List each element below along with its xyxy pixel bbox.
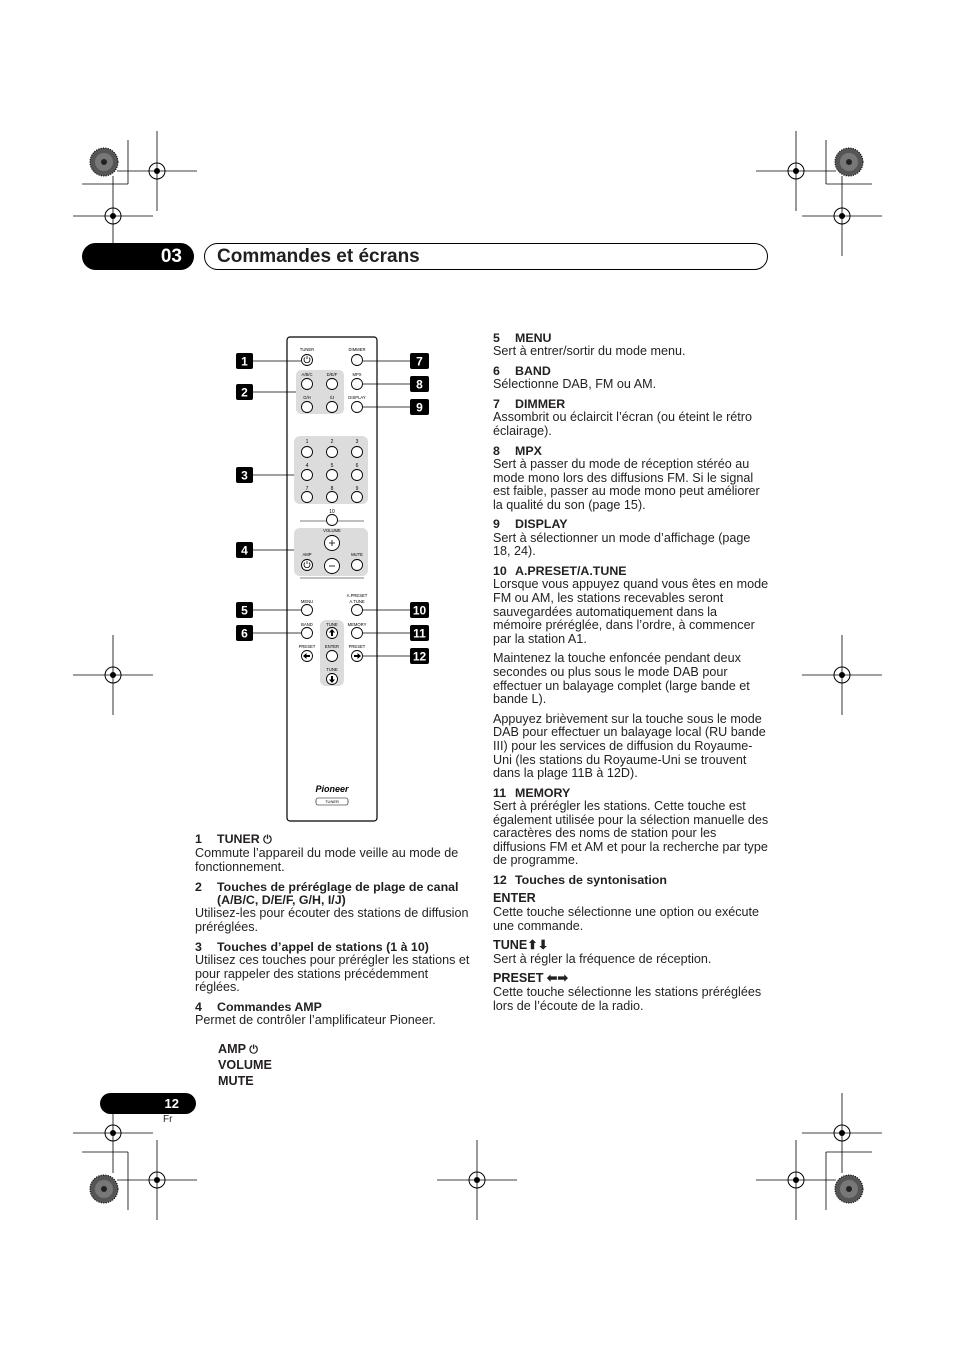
item-heading: 1 TUNER ⏻: [195, 832, 272, 846]
label-digit-5: 5: [330, 463, 334, 469]
registration-cross-icon: [756, 131, 836, 211]
chapter-number: 03: [82, 243, 194, 270]
left-column: [195, 833, 471, 1089]
digit-5-button[interactable]: [327, 470, 338, 481]
digit-3-button[interactable]: [352, 447, 363, 458]
item-body: Maintenez la touche enfoncée pendant deux secondes ou plus sous le mode DAB pour effectuer un balayage complet (large bande et bande L).: [493, 651, 750, 707]
digit-1-button[interactable]: [302, 447, 313, 458]
label-digit-2: 2: [330, 439, 334, 445]
item-body: Sélectionne DAB, FM ou AM.: [493, 377, 657, 392]
dimmer-button[interactable]: [352, 355, 363, 366]
ij-button[interactable]: [327, 402, 338, 413]
abc-button[interactable]: [302, 379, 313, 390]
band-button[interactable]: [302, 628, 313, 639]
callout-7: 7: [416, 354, 423, 369]
label-ij: I/J: [329, 395, 335, 400]
label-display: DISPLAY: [348, 395, 366, 400]
registration-cross-icon: [756, 1140, 836, 1220]
registration-cross-icon: [117, 1140, 197, 1220]
registration-star-icon: [835, 148, 863, 176]
label-tuner: TUNER: [299, 347, 315, 352]
digit-7-button[interactable]: [302, 492, 313, 503]
registration-star-icon: [835, 1175, 863, 1203]
digit-2-button[interactable]: [327, 447, 338, 458]
label-digit-9: 9: [355, 486, 359, 492]
item-body: Appuyez brièvement sur la touche sous le mode DAB pour effectuer un balayage local (RU bande III) pour les services de diffusion du Royaume-Uni (les stations du Royaume-Uni se trouvent dans la plage 11B à 12D).: [493, 711, 766, 781]
label-digit-8: 8: [330, 486, 334, 492]
sub-heading-enter: ENTER: [493, 891, 536, 906]
label-memory: MEMORY: [347, 622, 367, 627]
callout-12: 12: [412, 649, 427, 664]
label-digit-6: 6: [355, 463, 359, 469]
label-dimmer: DIMMER: [348, 347, 366, 352]
label-digit-7: 7: [305, 486, 309, 492]
label-digit-3: 3: [355, 439, 359, 445]
label-digit-1: 1: [305, 439, 309, 445]
item-body: Utilisez ces touches pour prérégler les stations et pour rappeler des stations précédemment réglées.: [195, 953, 470, 995]
label-def: D/E/F: [326, 372, 338, 377]
item-heading: 7 DIMMER: [493, 397, 566, 411]
registration-star-icon: [90, 1175, 118, 1203]
item-body: Commute l’appareil du mode veille au mode de fonctionnement.: [195, 846, 459, 874]
sub-heading-tune: TUNE⬆⬇: [493, 938, 549, 953]
label-digit-4: 4: [305, 463, 309, 469]
registration-cross-icon: [73, 635, 153, 715]
def-button[interactable]: [327, 379, 338, 390]
item-body: Sert à passer du mode de réception stéréo au mode mono lors des diffusions FM. Si le signal est faible, passer au mode mono peut améliorer la qualité du son (page 15).: [493, 457, 760, 512]
page-number: 12: [100, 1093, 196, 1114]
digit-10-button[interactable]: [327, 515, 338, 526]
label-abc: A/B/C: [301, 372, 313, 377]
item-heading: 12 Touches de syntonisation: [493, 873, 667, 888]
language-code: Fr: [163, 1114, 173, 1125]
registration-cross-icon: [802, 176, 882, 256]
amp-sub-volume: VOLUME: [218, 1058, 272, 1073]
item-body: Sert à entrer/sortir du mode menu.: [493, 344, 686, 359]
label-tune-top: TUNE: [326, 622, 338, 627]
callout-5: 5: [241, 603, 248, 618]
label-band: BAND: [301, 622, 313, 627]
power-icon: ⏻: [249, 1043, 258, 1056]
label-model: TUNER: [325, 799, 339, 804]
digit-9-button[interactable]: [352, 492, 363, 503]
sub-body: Cette touche sélectionne une option ou exécute une commande.: [493, 905, 760, 933]
registration-cross-icon: [437, 1140, 517, 1220]
amp-sub-amp: AMP ⏻: [218, 1041, 258, 1056]
mute-button[interactable]: [352, 560, 363, 571]
label-preset-left: PRESET: [298, 644, 316, 649]
callout-1: 1: [241, 354, 248, 369]
item-body: Lorsque vous appuyez quand vous êtes en mode FM ou AM, les stations recevables seront sauvegardées automatiquement dans la mémoire préréglée, dans l’ordre, à commencer par la station A1.: [493, 577, 769, 646]
label-tune-bottom: TUNE: [326, 667, 338, 672]
label-digit-10: 10: [329, 509, 335, 515]
callout-9: 9: [416, 400, 423, 415]
item-heading: 5 MENU: [493, 331, 552, 345]
enter-button[interactable]: [327, 651, 338, 662]
power-icon: ⏻: [263, 834, 272, 846]
item-heading: 2 Touches de préréglage de plage de canal (A/B/C, D/E/F, G/H, I/J): [195, 879, 459, 907]
chapter-title: Commandes et écrans: [204, 243, 768, 270]
registration-cross-icon: [802, 635, 882, 715]
callout-8: 8: [416, 377, 423, 392]
registration-star-icon: [90, 148, 118, 176]
label-menu: MENU: [300, 599, 314, 604]
display-button[interactable]: [352, 402, 363, 413]
sub-heading-preset: PRESET ⬅➡: [493, 971, 568, 986]
item-heading: 6 BAND: [493, 364, 551, 378]
amp-sub-mute: MUTE: [218, 1073, 254, 1088]
item-body: Assombrit ou éclaircit l’écran (ou éteint le rétro éclairage).: [493, 410, 752, 438]
digit-4-button[interactable]: [302, 470, 313, 481]
item-body: Sert à prérégler les stations. Cette touche est également utilisée pour la sélection manuelle des caractères des noms de station pour les diffusions FM et AM et pour la recherche par type de programme.: [493, 799, 769, 868]
label-mpx: MPX: [352, 372, 362, 377]
label-gh: G/H: [303, 395, 311, 400]
memory-button[interactable]: [352, 628, 363, 639]
item-heading: 8 MPX: [493, 443, 542, 458]
right-column: [493, 332, 769, 1019]
registration-cross-icon: [117, 131, 197, 211]
label-atune: A.TUNE: [349, 599, 365, 604]
brand-logo: Pioneer: [315, 784, 349, 794]
callout-4: 4: [241, 543, 248, 558]
item-body: Utilisez-les pour écouter des stations de diffusion préréglées.: [195, 906, 469, 934]
digit-6-button[interactable]: [352, 470, 363, 481]
label-preset-right: PRESET: [348, 644, 366, 649]
item-heading: 9 DISPLAY: [493, 517, 568, 532]
registration-cross-icon: [802, 1093, 882, 1173]
item-heading: 11 MEMORY: [493, 785, 571, 800]
sub-body: Sert à régler la fréquence de réception.: [493, 951, 712, 966]
gh-button[interactable]: [302, 402, 313, 413]
label-volume: VOLUME: [323, 528, 341, 533]
left-right-arrows-icon: ⬅➡: [546, 971, 568, 986]
mpx-button[interactable]: [352, 379, 363, 390]
up-down-arrows-icon: ⬆⬇: [527, 938, 549, 953]
callout-10: 10: [412, 603, 427, 618]
label-apreset: A.PRESET: [346, 593, 368, 598]
label-amp: AMP: [302, 552, 312, 557]
callout-3: 3: [241, 468, 248, 483]
digit-8-button[interactable]: [327, 492, 338, 503]
item-body: Sert à sélectionner un mode d’affichage (page 18, 24).: [493, 530, 751, 559]
label-enter: ENTER: [324, 644, 340, 649]
callout-6: 6: [241, 626, 248, 641]
remote-control-illustration: [230, 330, 440, 830]
item-heading: 4 Commandes AMP: [195, 999, 322, 1014]
callout-11: 11: [413, 626, 426, 641]
item-body: Permet de contrôler l’amplificateur Pioneer.: [195, 1013, 436, 1028]
label-mute: MUTE: [351, 552, 363, 557]
apreset-atune-button[interactable]: [352, 605, 363, 616]
menu-button[interactable]: [302, 605, 313, 616]
item-heading: 3 Touches d’appel de stations (1 à 10): [195, 939, 429, 954]
callout-2: 2: [241, 385, 248, 400]
sub-body: Cette touche sélectionne les stations préréglées lors de l’écoute de la radio.: [493, 985, 762, 1013]
item-heading: 10 A.PRESET/A.TUNE: [493, 563, 627, 578]
